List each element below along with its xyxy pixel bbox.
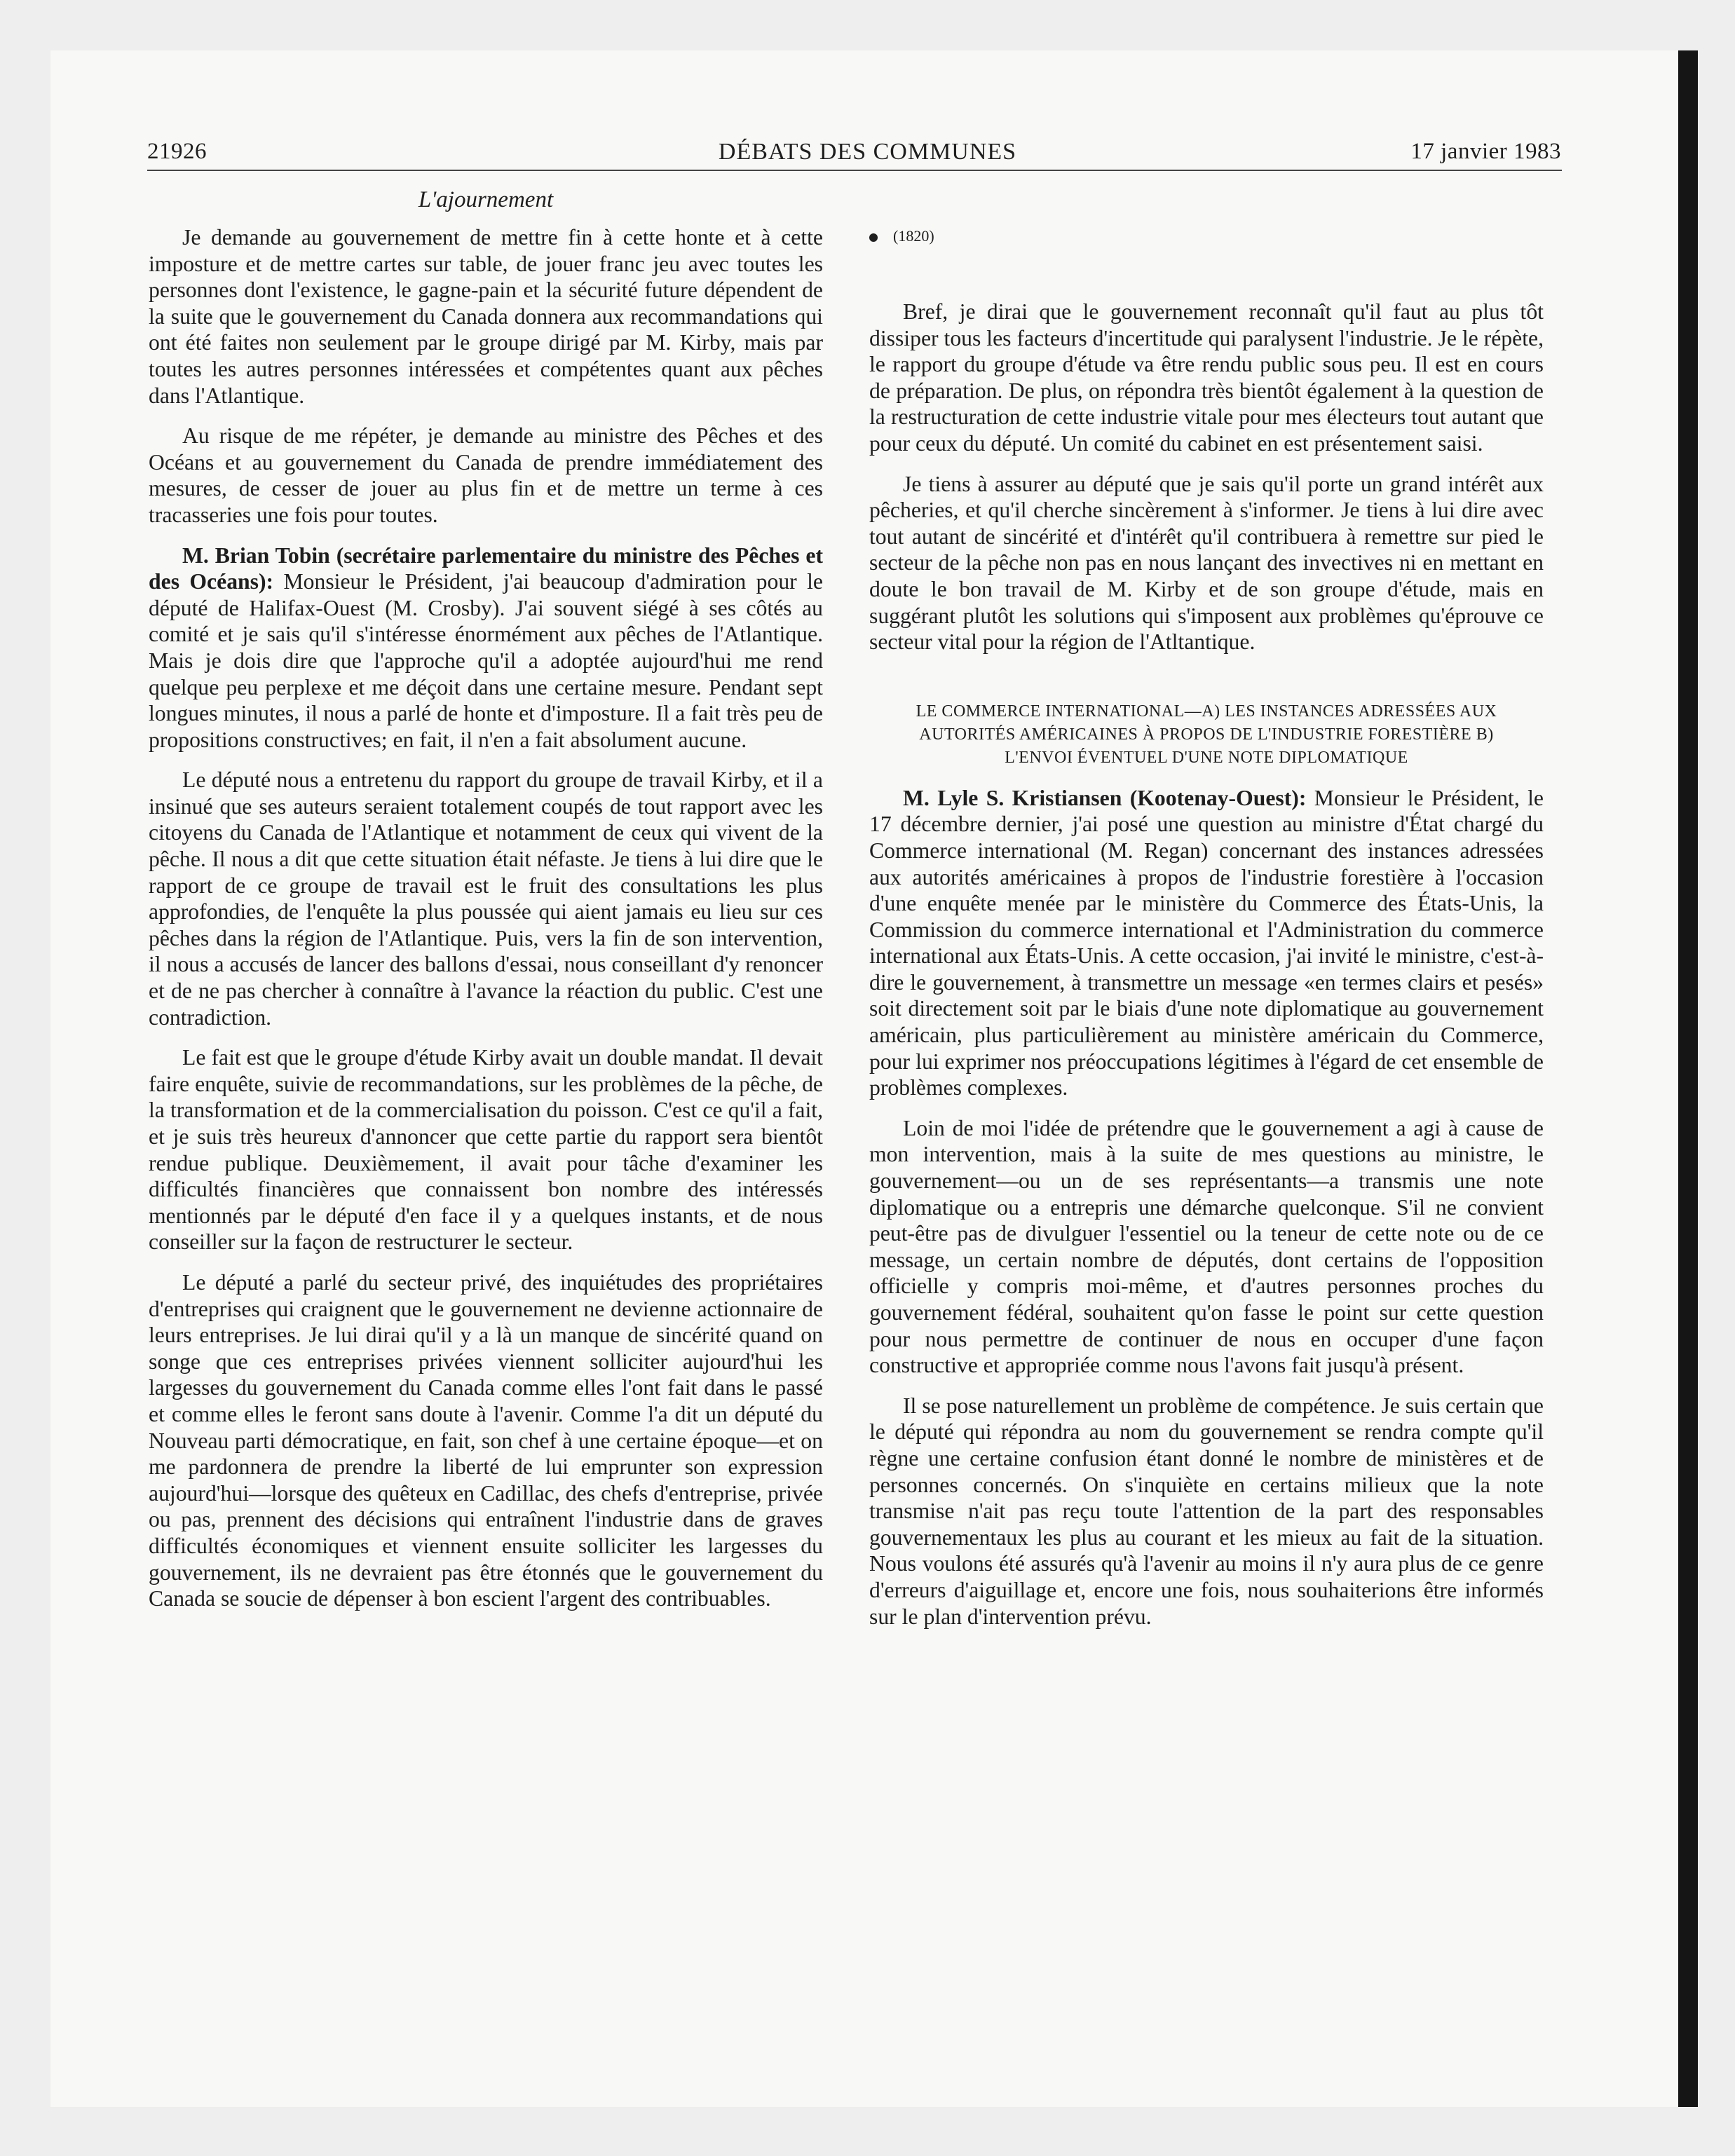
paragraph: Au risque de me répéter, je demande au ministre des Pêches et des Océans et au gouvernement du Canada de prendre immédiatement des mesures, de cesser de jouer au plus fin et de mettre un terme à ces tracasseries une fois pour toutes. bbox=[149, 423, 823, 527]
speaker-name: M. Lyle S. Kristiansen (Kootenay-Ouest): bbox=[903, 785, 1307, 810]
section-heading: L'ajournement bbox=[418, 187, 554, 212]
paragraph: Le député a parlé du secteur privé, des inquiétudes des propriétaires d'entreprises qui craignent que le gouvernement ne devienne actionnaire de leurs entreprises. Je lui dirai qu'il y a là un manque de sincérité quand on songe que ces entreprises privées viennent solliciter aujourd'hui les largesses du gouvernement du Canada comme elles l'ont fait dans le passé et comme elles le feront sans doute à l'avenir. Comme l'a dit un député du Nouveau parti démocratique, en fait, son chef à une certaine époque—et on me pardonnera de prendre la liberté de lui emprunter son expression aujourd'hui—lorsque des quêteux en Cadillac, des chefs d'entreprise, privée ou pas, prennent des décisions qui entraînent l'industrie dans de graves difficultés économiques et viennent ensuite solliciter les largesses du gouvernement, ils ne devraient pas être étonnés que le gouvernement du Canada se soucie de dépenser à bon escient l'argent des contribuables. bbox=[149, 1269, 823, 1611]
speech-text: Monsieur le Président, j'ai beaucoup d'admiration pour le député de Halifax-Ouest (M. Crosby). J'ai souvent siégé à ses côtés au comité et je sais qu'il s'intéresse énormément aux pêches de l'Atlantique. Mais je dois dire que l'approche qu'il a adoptée aujourd'hui me rend quelque peu perplexe et me déçoit dans une certaine mesure. Pendant sept longues minutes, il nous a parlé de honte et d'imposture. Il a fait très peu de propositions constructives; en fait, il n'en a fait absolument aucune. bbox=[149, 569, 823, 752]
paragraph: Il se pose naturellement un problème de compétence. Je suis certain que le député qui répondra au nom du gouvernement se rendra compte qu'il règne une certaine confusion étant donné le nombre de ministères et de personnes concernés. On s'inquiète en certains milieux que la note transmise n'ait pas reçu toute l'attention de la part des responsables gouvernementaux les plus au courant et les mieux au fait de la situation. Nous voulons été assurés qu'à l'avenir au moins il n'y aura plus de ce genre d'erreurs d'aiguillage et, encore une fois, nous souhaiterions être informés sur le plan d'intervention prévu. bbox=[869, 1393, 1544, 1629]
left-column bbox=[149, 186, 823, 1626]
paragraph: Je tiens à assurer au député que je sais qu'il porte un grand intérêt aux pêcheries, et qu'il cherche sincèrement à s'informer. Je tiens à lui dire avec tout autant de sincérité et d'intérêt qu'il contribuera à remettre sur pied le secteur de la pêche non pas en nous lançant des invectives ni en mettant en doute le bon travail de M. Kirby et de son groupe d'étude, mais en suggérant plutôt les solutions qui s'imposent aux problèmes qu'éprouve ce secteur vital pour la région de l'Atltantique. bbox=[869, 471, 1544, 655]
paragraph: Je demande au gouvernement de mettre fin à cette honte et à cette imposture et de mettre cartes sur table, de jouer franc jeu avec toutes les personnes dont l'existence, le gagne-pain et la sécurité future dépendent de la suite que le gouvernement du Canada donnera aux recommandations qui ont été faites non seulement par le groupe dirigé par M. Kirby, mais par toutes les autres personnes intéressées et compétentes quant aux pêches dans l'Atlantique. bbox=[149, 225, 823, 408]
page-number: 21926 bbox=[147, 139, 207, 164]
speech-text: Monsieur le Président, le 17 décembre dernier, j'ai posé une question au ministre d'État chargé du Commerce international (M. Regan) concernant des instances adressées aux autorités américaines à propos de l'industrie forestière à l'occasion d'une enquête menée par le ministère du Commerce des États-Unis, la Commission du commerce international et l'Administration du commerce international aux États-Unis. A cette occasion, j'ai invité le ministre, c'est-à-dire le gouvernement, à transmettre un message «en termes clairs et pesés» soit directement soit par le biais d'une note diplomatique au gouvernement américain, plus particulièrement au ministère américain du Commerce, pour lui exprimer nos préoccupations légitimes à l'égard de cet ensemble de problèmes complexes. bbox=[869, 785, 1544, 1100]
speaker-name: M. Brian Tobin (secrétaire parlementaire du ministre des Pêches et des Océans): bbox=[149, 543, 823, 594]
paragraph bbox=[869, 785, 1544, 1101]
paragraph: Le fait est que le groupe d'étude Kirby avait un double mandat. Il devait faire enquête, suivie de recommandations, sur les problèmes de la pêche, de la transformation et de la commercialisation du poisson. C'est ce qu'il a fait, et je suis très heureux d'annoncer que cette partie du rapport sera bientôt rendue publique. Deuxièmement, il avait pour tâche d'examiner les difficultés financières que connaissent bon nombre des intéressés mentionnés par le député d'en face il y a quelques instants, et de nous conseiller sur la façon de restructurer le secteur. bbox=[149, 1045, 823, 1255]
bullet-icon bbox=[869, 233, 878, 242]
right-column bbox=[869, 226, 1544, 1644]
paragraph: Bref, je dirai que le gouvernement reconnaît qu'il faut au plus tôt dissiper tous les facteurs d'incertitude qui paralysent l'industrie. Je le répète, le rapport du groupe d'étude va être rendu public sous peu. Il est en cours de préparation. De plus, on répondra très bientôt également à la question de la restructuration de cette industrie vitale pour mes électeurs tout autant que pour ceux du député. Un comité du cabinet en est présentement saisi. bbox=[869, 299, 1544, 456]
header-date: 17 janvier 1983 bbox=[1410, 139, 1561, 164]
time-marker bbox=[869, 226, 1544, 247]
paragraph bbox=[149, 543, 823, 753]
section-subheading: LE COMMERCE INTERNATIONAL—A) LES INSTANCES ADRESSÉES AUX AUTORITÉS AMÉRICAINES À PROPOS DE L'INDUSTRIE FORESTIÈRE B) L'ENVOI ÉVENTUEL D'UNE NOTE DIPLOMATIQUE bbox=[916, 702, 1497, 767]
scan-edge bbox=[1678, 50, 1698, 2107]
time-marker-text: (1820) bbox=[893, 227, 934, 245]
header-rule bbox=[147, 170, 1562, 171]
paragraph: Loin de moi l'idée de prétendre que le gouvernement a agi à cause de mon intervention, mais à la suite de mes questions au ministre, le gouvernement—ou un de ses représentants—a transmis une note diplomatique ou a entrepris une démarche quelconque. S'il ne convient peut-être pas de divulguer l'essentiel ou la teneur de cette note ou de ce message, un certain nombre de députés, dont certains de l'opposition officielle y compris moi-même, et d'autres personnes proches du gouvernement fédéral, souhaitent qu'on fasse le point sur cette question pour nous permettre de continuer de nous en occuper d'une façon constructive et appropriée comme nous l'avons fait jusqu'à présent. bbox=[869, 1115, 1544, 1378]
paragraph: Le député nous a entretenu du rapport du groupe de travail Kirby, et il a insinué que ses auteurs seraient totalement coupés de tout rapport avec les citoyens du Canada de l'Atlantique et notamment de ceux qui vivent de la pêche. Il nous a dit que cette situation était néfaste. Je tiens à lui dire que le rapport de ce groupe de travail est le fruit des consultations les plus approfondies, de l'enquête la plus poussée qui aient jamais eu lieu sur ces pêches dans la région de l'Atlantique. Puis, vers la fin de son intervention, il nous a accusés de lancer des ballons d'essai, nous conseillant d'y renoncer et de ne pas chercher à connaître à l'avance la réaction du public. C'est une contradiction. bbox=[149, 767, 823, 1030]
running-title: DÉBATS DES COMMUNES bbox=[718, 139, 1017, 165]
